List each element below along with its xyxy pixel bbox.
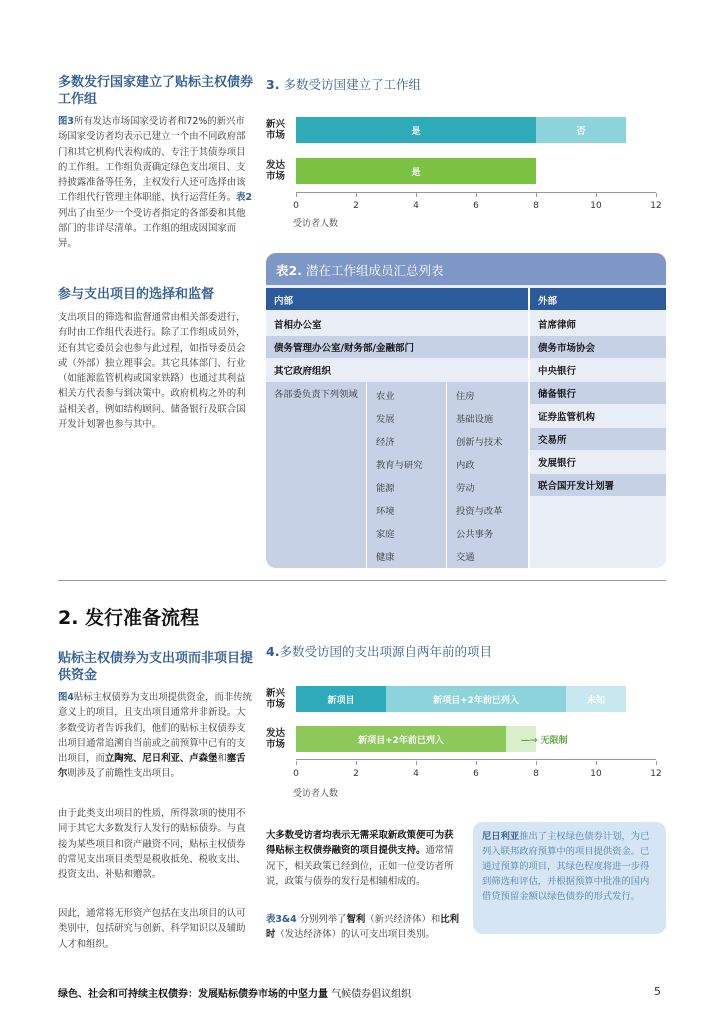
chart4-tick-mark — [296, 761, 297, 765]
paragraph-fig4: 图4贴标主权债券为支出项提供资金，而非传统意义上的项目，且支出项目通常并非新设。大多数受访者告诉我们，他们的贴标主权债券支出项目通常追溯自当前或之前预算中已有的支出项目，而立陶宛、尼日利亚、卢森堡和塞舌尔则涉及了前瞻性支出项目。 — [58, 692, 253, 780]
chart4-axis-label: 受访者人数 — [293, 789, 339, 799]
page-number: 5 — [654, 985, 661, 998]
table2-ministry-item: 经济 — [376, 437, 395, 448]
chart4-tick-label: 12 — [650, 769, 662, 779]
chart4-tick-mark — [356, 761, 357, 765]
paragraph-fig3 — [58, 114, 254, 252]
paragraph-no-new-policy: 大多数受访者均表示无需采取新政策便可为获得贴标主权债券融资的项目提供支持。通常情况下，相关政策已经到位，正如一位受访者所说，政策与债券的发行是相辅相成的。 — [266, 830, 454, 887]
table2-external-row: 首席律师 — [530, 313, 666, 335]
chart3-bar-em-yes: 是 — [296, 117, 536, 143]
table2-ministries-label: 各部委负责下列领域 — [274, 389, 358, 400]
chart3-tick-mark — [476, 193, 477, 197]
chart3-row-label-em: 新兴 市场 — [266, 119, 286, 141]
table2-ministry-item: 能源 — [376, 483, 395, 494]
table2-external-row: 债务市场协会 — [530, 336, 666, 358]
paragraph-tables34: 表3&4 分别列举了智利（新兴经济体）和比利时（发达经济体）的认可支出项目类别。 — [266, 914, 460, 941]
chart3-tick-mark — [536, 193, 537, 197]
chart4-tick-mark — [536, 761, 537, 765]
table2-external-row: 证券监管机构 — [530, 405, 666, 427]
table2-ministry-item: 发展 — [376, 414, 395, 425]
chart3-tick-label: 10 — [590, 201, 602, 211]
chart4-tick-mark — [656, 761, 657, 765]
footer-org: 气候债券倡议组织 — [331, 989, 412, 1000]
section2-title: 2. 发行准备流程 — [58, 607, 200, 629]
table2-ministry-item: 交通 — [456, 552, 475, 563]
heading-working-groups: 多数发行国家建立了贴标主权债券工作组 — [58, 75, 254, 107]
table2-external-row: 储备银行 — [530, 382, 666, 404]
chart3-tick-label: 0 — [293, 201, 299, 211]
chart4-bar-em-new-plus2: 新项目+2年前已列入 — [386, 686, 566, 712]
fig4-ref[interactable]: 图4 — [58, 692, 74, 703]
chart3-tick-label: 2 — [353, 201, 359, 211]
chart4-bar-em-new: 新项目 — [296, 686, 386, 712]
table2-external-row: 发展银行 — [530, 451, 666, 473]
chart4-tick-label: 8 — [533, 769, 539, 779]
tables34-ref[interactable]: 表3&4 — [266, 914, 297, 925]
table2-inner-divider — [446, 382, 447, 568]
table2-text: 列出了由至少一个受访者指定的各部委和其他部门的非详尽清单。工作组的组成因国家而异。 — [58, 207, 246, 250]
table2-inner-divider — [366, 382, 367, 568]
chart3-title — [266, 75, 421, 93]
table2-internal-row: 首相办公室 — [266, 313, 528, 335]
chart4-bar-em-unknown: 未知 — [566, 686, 626, 712]
paragraph-intangibles: 因此，通常将无形资产包括在支出项目的认可类别中，包括研究与创新、科学知识以及辅助人才和组织。 — [58, 908, 246, 950]
table2-ministry-item: 基础设施 — [456, 414, 494, 425]
chart3-row-label-dm: 发达 市场 — [266, 160, 286, 182]
table2-ministry-item: 教育与研究 — [376, 460, 423, 471]
chart4-x-axis — [296, 759, 656, 760]
footer-report-title: 绿色、社会和可持续主权债券：发展贴标债券市场的中坚力量 — [58, 989, 328, 1000]
chart4-title-text: 多数受访国的支出项源自两年前的项目 — [279, 644, 492, 659]
table2-ministry-item: 住房 — [456, 391, 475, 402]
heading-spending-items: 贴标主权债券为支出项而非项目提供资金 — [58, 651, 254, 683]
table2-ministry-item: 创新与技术 — [456, 437, 503, 448]
chart4-tick-label: 10 — [590, 769, 602, 779]
chart4-tick-label: 2 — [353, 769, 359, 779]
table2-internal-row: 债务管理办公室/财务部/金融部门 — [266, 336, 528, 358]
section-divider — [58, 580, 666, 581]
footer — [58, 985, 411, 1000]
table2-ministry-item: 环境 — [376, 506, 395, 517]
chart4-tick-mark — [596, 761, 597, 765]
fig3-ref[interactable]: 图3 — [58, 116, 74, 127]
chart4-row-label-em: 新兴 市场 — [266, 688, 286, 710]
table2-external-row: 中央银行 — [530, 359, 666, 381]
table2-ministry-item: 投资与改革 — [456, 506, 503, 517]
chart3-axis-label: 受访者人数 — [293, 219, 339, 229]
chart3-tick-label: 12 — [650, 201, 662, 211]
chart3-tick-label: 8 — [533, 201, 539, 211]
chart3-tick-mark — [416, 193, 417, 197]
table2-ministry-item: 劳动 — [456, 483, 475, 494]
chart4-tick-label: 0 — [293, 769, 299, 779]
table2-title: 表2. 潜在工作组成员汇总列表 — [266, 253, 666, 285]
chart3-number: 3. — [266, 77, 280, 92]
chart4-number: 4. — [266, 644, 280, 659]
chart3-tick-label: 6 — [473, 201, 479, 211]
table2-ministry-item: 农业 — [376, 391, 395, 402]
table2 — [266, 253, 666, 568]
table2-ministry-item: 家庭 — [376, 529, 395, 540]
paragraph-proceeds: 由于此类支出项目的性质，所得款项的使用不同于其它大多数发行人发行的贴标债券。与直接为某些项目和资产融资不同，贴标主权债券的常见支出项目类型是税收抵免、税收支出、投资支出、补贴和赠款。 — [58, 808, 246, 881]
table2-ministry-item: 内政 — [456, 460, 475, 471]
fig3-text: 所有发达市场国家受访者和72%的新兴市场国家受访者均表示已建立一个由不同政府部门和其它机构代表构成的、专注于其债券项目的工作组。工作组负责确定绿色支出项目、支持披露准备等任务，主权发行人还可选择由该工作组代行管理主体职能、执行运营任务。 — [58, 116, 246, 204]
table2-external-row: 交易所 — [530, 428, 666, 450]
chart3-tick-mark — [356, 193, 357, 197]
table2-ministries-block — [266, 382, 528, 568]
heading-selection-oversight: 参与支出项目的选择和监督 — [58, 287, 215, 302]
table2-internal-row: 其它政府组织 — [266, 359, 528, 381]
chart4-bar-dm-new-plus2: 新项目+2年前已列入 — [296, 726, 506, 752]
chart4-tick-mark — [416, 761, 417, 765]
chart4-row-label-dm: 发达 市场 — [266, 728, 286, 750]
chart3-tick-label: 4 — [413, 201, 419, 211]
table2-ministry-item: 公共事务 — [456, 529, 494, 540]
chart4-title — [266, 642, 492, 660]
chart3-tick-mark — [656, 193, 657, 197]
table2-ref[interactable]: 表2 — [236, 192, 253, 204]
chart3-title-text: 多数受访国建立了工作组 — [283, 77, 421, 92]
table2-head-external: 外部 — [530, 288, 666, 310]
chart3-bar-dm-yes: 是 — [296, 158, 536, 184]
chart3-tick-mark — [296, 193, 297, 197]
paragraph-selection: 支出项目的筛选和监督通常由相关部委进行，有时由工作组代表进行。除了工作组成员外，还有其它委员会也参与此过程，如指导委员会或（外部）独立理事会。其它具体部门、行业（如能源监管机构或国家铁路）也通过其利益相关方代表参与到决策中。政府机构之外的利益相关者，例如结构顾问、储备银行及联合国开发计划署也参与其中。 — [58, 312, 246, 431]
chart4-unlimited-note: —→ 无限制 — [521, 736, 568, 746]
chart4-tick-label: 4 — [413, 769, 419, 779]
chart4-tick-mark — [476, 761, 477, 765]
chart3-bar-em-no: 否 — [536, 117, 626, 143]
table2-ministry-item: 健康 — [376, 552, 395, 563]
nigeria-callout: 尼日利亚推出了主权绿色债券计划，为已列入联邦政府预算中的项目提供资金。已通过预算的项目，其绿色程度将进一步得到筛选和评估，并根据预算中批准的国内借贷预留金额以绿色债券的形式发行。 — [473, 822, 666, 934]
chart4-tick-label: 6 — [473, 769, 479, 779]
table2-external-row: 联合国开发计划署 — [530, 474, 666, 496]
chart3-tick-mark — [596, 193, 597, 197]
table2-head-internal: 内部 — [266, 288, 528, 310]
